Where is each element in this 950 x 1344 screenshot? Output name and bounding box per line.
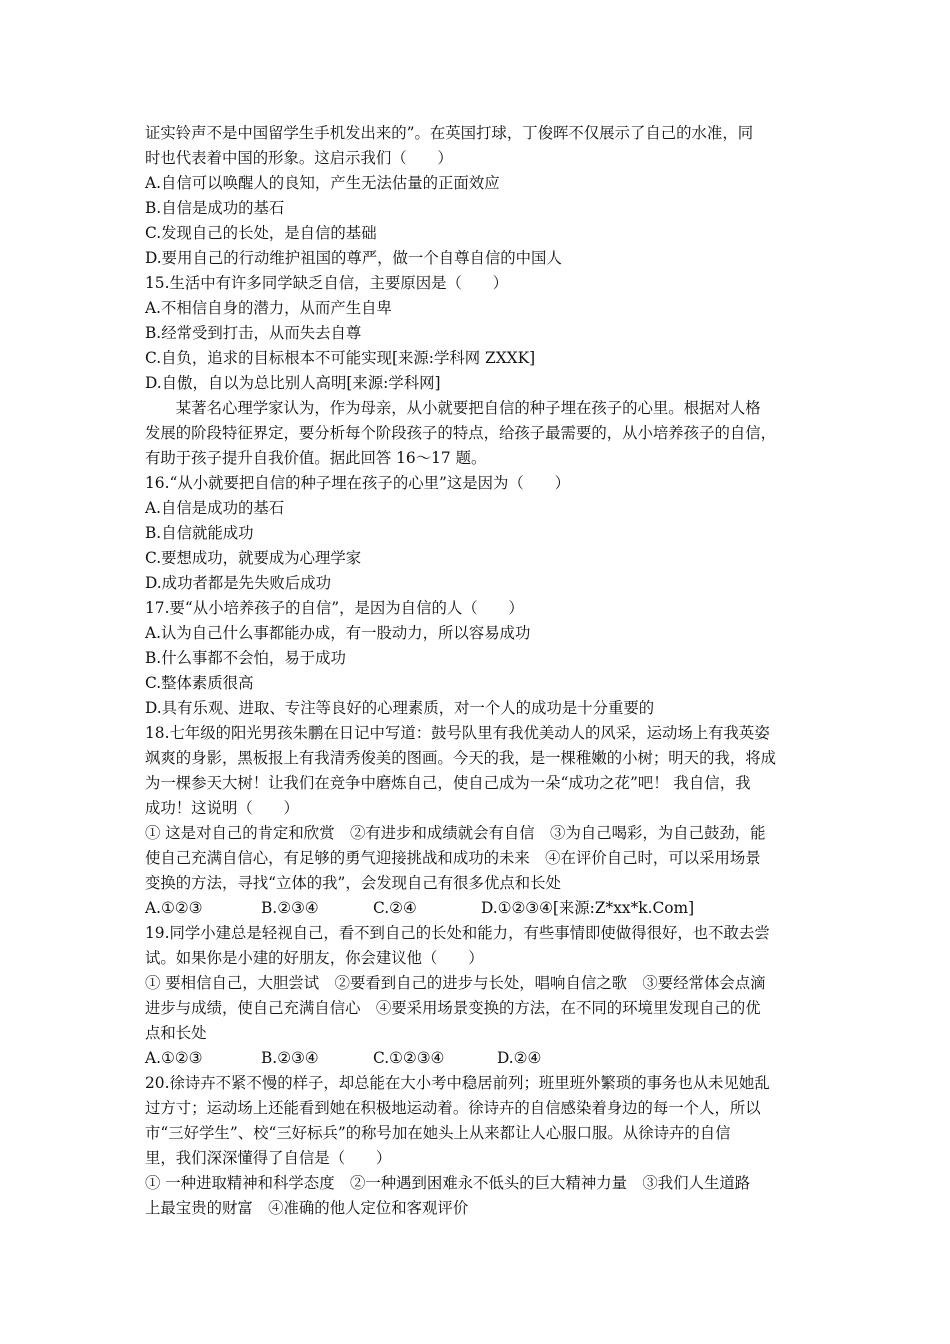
question-line: 为一棵参天大树！让我们在竞争中磨炼自己，使自己成为一朵“成功之花”吧！ 我自信，我 xyxy=(145,774,751,792)
option-b: B.②③④ xyxy=(261,1049,319,1067)
question-17: 17.要“从小培养孩子的自信”，是因为自信的人（ ） xyxy=(145,599,524,617)
option-d: D.①②③④[来源:Z*xx*k.Com] xyxy=(481,899,695,917)
option-line: A.不相信自身的潜力，从而产生自卑 xyxy=(145,299,392,317)
option-a: A.①②③ xyxy=(145,1049,203,1067)
option-line: A.自信是成功的基石 xyxy=(145,499,285,517)
question-15: 15.生活中有许多同学缺乏自信，主要原因是（ ） xyxy=(145,274,509,292)
option-line: B.什么事都不会怕，易于成功 xyxy=(145,649,346,667)
question-line: 飒爽的身影，黑板报上有我清秀俊美的图画。今天的我，是一棵稚嫩的小树；明天的我，将成 xyxy=(145,749,777,767)
option-line: C.整体素质很高 xyxy=(145,674,254,692)
document-page xyxy=(145,121,810,1221)
question-20: 20.徐诗卉不紧不慢的样子，却总能在大小考中稳居前列；班里班外繁琐的事务也从未见她乱 xyxy=(145,1074,770,1092)
option-line: D.要用自己的行动维护祖国的尊严，做一个自尊自信的中国人 xyxy=(145,249,562,267)
statement-line: 变换的方法，寻找“立体的我”，会发现自己有很多优点和长处 xyxy=(145,874,561,892)
statement-line: 使自己充满自信心，有足够的勇气迎接挑战和成功的未来 ④在评价自己时，可以采用场景 xyxy=(145,849,761,867)
question-16: 16.“从小就要把自信的种子埋在孩子的心里”这是因为（ ） xyxy=(145,474,570,492)
text-line: 证实铃声不是中国留学生手机发出来的”。在英国打球，丁俊晖不仅展示了自己的水准，同 xyxy=(145,124,754,142)
question-line: 过方寸；运动场上还能看到她在积极地运动着。徐诗卉的自信感染着身边的每一个人，所以 xyxy=(145,1099,761,1117)
option-line: A.认为自己什么事都能办成，有一股动力，所以容易成功 xyxy=(145,624,531,642)
passage-line: 有助于孩子提升自我价值。据此回答 16～17 题。 xyxy=(145,449,487,467)
option-line: D.成功者都是先失败后成功 xyxy=(145,574,331,592)
statement-line: ① 要相信自己，大胆尝试 ②要看到自己的进步与长处，唱响自信之歌 ③要经常体会点滴 xyxy=(145,974,766,992)
option-c: C.②④ xyxy=(373,899,417,917)
question-line: 市“三好学生”、校“三好标兵”的称号加在她头上从来都让人心服口服。从徐诗卉的自信 xyxy=(145,1124,731,1142)
q18-options xyxy=(145,896,810,921)
option-line: A.自信可以唤醒人的良知，产生无法估量的正面效应 xyxy=(145,174,500,192)
question-19: 19.同学小建总是轻视自己，看不到自己的长处和能力，有些事情即使做得很好，也不敢去尝 xyxy=(145,924,770,942)
q19-options xyxy=(145,1046,810,1071)
option-line: C.自负，追求的目标根本不可能实现[来源:学科网 ZXXK] xyxy=(145,349,536,367)
option-line: B.自信是成功的基石 xyxy=(145,199,285,217)
question-line: 里，我们深深懂得了自信是（ ） xyxy=(145,1149,392,1167)
question-18: 18.七年级的阳光男孩朱鹏在日记中写道：鼓号队里有我优美动人的风采，运动场上有我英姿 xyxy=(145,724,770,742)
statement-line: ① 这是对自己的肯定和欣赏 ②有进步和成绩就会有自信 ③为自己喝彩，为自己鼓劲，能 xyxy=(145,824,766,842)
option-line: D.具有乐观、进取、专注等良好的心理素质，对一个人的成功是十分重要的 xyxy=(145,699,655,717)
question-line: 试。如果你是小建的好朋友，你会建议他（ ） xyxy=(145,949,484,967)
text-line: 时也代表着中国的形象。这启示我们（ ） xyxy=(145,149,453,167)
option-d: D.②④ xyxy=(497,1049,542,1067)
option-line: B.自信就能成功 xyxy=(145,524,254,542)
option-line: C.要想成功，就要成为心理学家 xyxy=(145,549,362,567)
option-line: B.经常受到打击，从而失去自尊 xyxy=(145,324,362,342)
option-line: D.自傲，自以为总比别人高明[来源:学科网] xyxy=(145,374,441,392)
option-c: C.①②③④ xyxy=(373,1049,445,1067)
passage-line: 发展的阶段特征界定，要分析每个阶段孩子的特点，给孩子最需要的，从小培养孩子的自信， xyxy=(145,424,777,442)
question-line: 成功！这说明（ ） xyxy=(145,799,299,817)
statement-line: ① 一种进取精神和科学态度 ②一种遇到困难永不低头的巨大精神力量 ③我们人生道路 xyxy=(145,1174,751,1192)
statement-line: 点和长处 xyxy=(145,1024,207,1042)
statement-line: 上最宝贵的财富 ④准确的他人定位和客观评价 xyxy=(145,1199,469,1217)
option-line: C.发现自己的长处，是自信的基础 xyxy=(145,224,377,242)
option-b: B.②③④ xyxy=(261,899,319,917)
option-a: A.①②③ xyxy=(145,899,203,917)
passage-line: 某著名心理学家认为，作为母亲，从小就要把自信的种子埋在孩子的心里。根据对人格 xyxy=(175,399,761,417)
statement-line: 进步与成绩，使自己充满自信心 ④要采用场景变换的方法，在不同的环境里发现自己的优 xyxy=(145,999,761,1017)
